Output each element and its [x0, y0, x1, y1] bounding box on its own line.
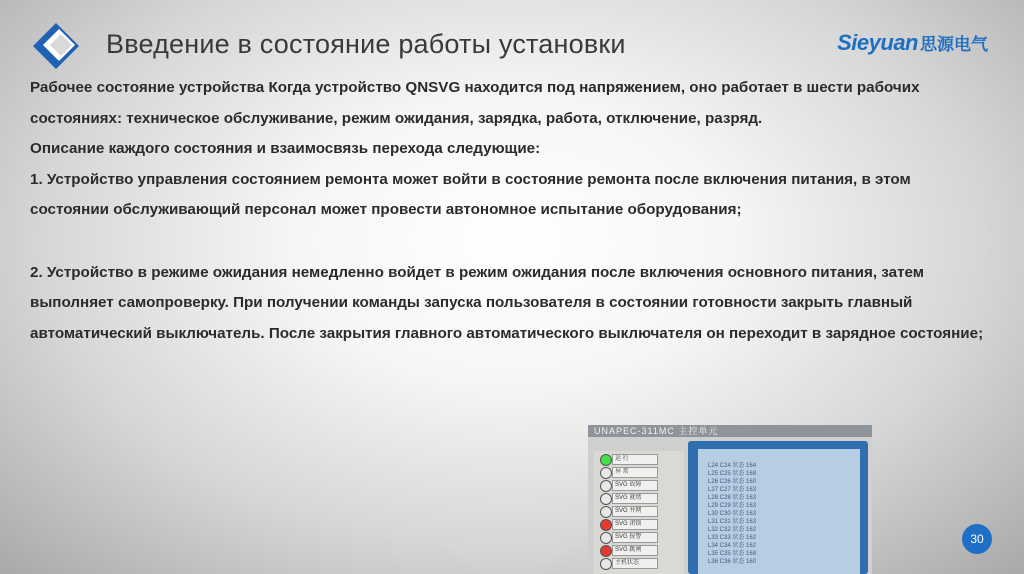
slide-title: Введение в состояние работы установки [106, 29, 626, 59]
screen-line: L24 C24 状态 164 [708, 463, 757, 469]
indicator-label: SVG 就绪 [612, 493, 658, 504]
logo-diamond-icon [30, 20, 82, 72]
paragraph-description: Описание каждого состояния и взаимосвязь перехода следующие: [30, 140, 541, 157]
screen-line: L28 C28 状态 163 [708, 495, 757, 501]
indicator-label: SVG 报警 [612, 532, 658, 543]
indicator-led-icon [600, 454, 612, 466]
indicator-panel [594, 451, 684, 574]
screen-line: L30 C30 状态 163 [708, 511, 757, 517]
device-screen-frame [688, 441, 868, 574]
screen-line: L34 C34 状态 162 [708, 543, 757, 549]
screen-line: L26 C26 状态 160 [708, 479, 757, 485]
screen-line: L35 C35 状态 168 [708, 551, 757, 557]
device-screen [698, 449, 860, 574]
indicator-led-icon [600, 558, 612, 570]
indicator-led-icon [600, 493, 612, 505]
indicator-led-icon [600, 506, 612, 518]
screen-line: L36 C36 状态 160 [708, 559, 757, 565]
brand-logo [837, 30, 988, 56]
indicator-led-icon [600, 467, 612, 479]
indicator-label: SVG 并网 [612, 506, 658, 517]
page-number: 30 [962, 524, 992, 554]
screen-line: L29 C29 状态 163 [708, 503, 757, 509]
brand-name-chinese: 思源电气 [920, 35, 988, 54]
indicator-led-icon [600, 480, 612, 492]
device-header-label: UNAPEC-311MC 主控单元 [588, 425, 872, 437]
screen-line: L31 C31 状态 163 [708, 519, 757, 525]
device-photo [588, 425, 872, 574]
indicator-led-icon [600, 545, 612, 557]
indicator-led-icon [600, 532, 612, 544]
screen-line: L27 C27 状态 163 [708, 487, 757, 493]
indicator-label: SVG 闭锁 [612, 519, 658, 530]
indicator-led-icon [600, 519, 612, 531]
indicator-label: 运 行 [612, 454, 658, 465]
paragraph-item-2: 2. Устройство в режиме ожидания немедленно войдет в режим ожидания после включения основного питания, затем выполняет самопроверку. При получении команды запуска пользователя в состоянии готовности закрыть главный автоматический выключатель. После закрытия главного автоматического выключателя он переходит в зарядное состояние; [30, 263, 984, 342]
screen-line: L32 C32 状态 162 [708, 527, 757, 533]
indicator-label: SVG 故障 [612, 480, 658, 491]
spacer [30, 226, 985, 258]
indicator-label: SVG 跳闸 [612, 545, 658, 556]
content-body [30, 73, 985, 349]
indicator-label: 异 常 [612, 467, 658, 478]
screen-line: L33 C33 状态 162 [708, 535, 757, 541]
paragraph-intro: Рабочее состояние устройства Когда устройство QNSVG находится под напряжением, оно работает в шести рабочих состояниях: техническое обслуживание, режим ожидания, зарядка, работа, отключение, разряд. [30, 79, 920, 127]
indicator-label: 主机状态 [612, 558, 658, 569]
screen-line: L25 C25 状态 168 [708, 471, 757, 477]
brand-name-latin: Sieyuan [837, 30, 918, 55]
paragraph-item-1: 1. Устройство управления состоянием ремонта может войти в состояние ремонта после включения питания, в этом состоянии обслуживающий персонал может провести автономное испытание оборудования; [30, 170, 911, 218]
